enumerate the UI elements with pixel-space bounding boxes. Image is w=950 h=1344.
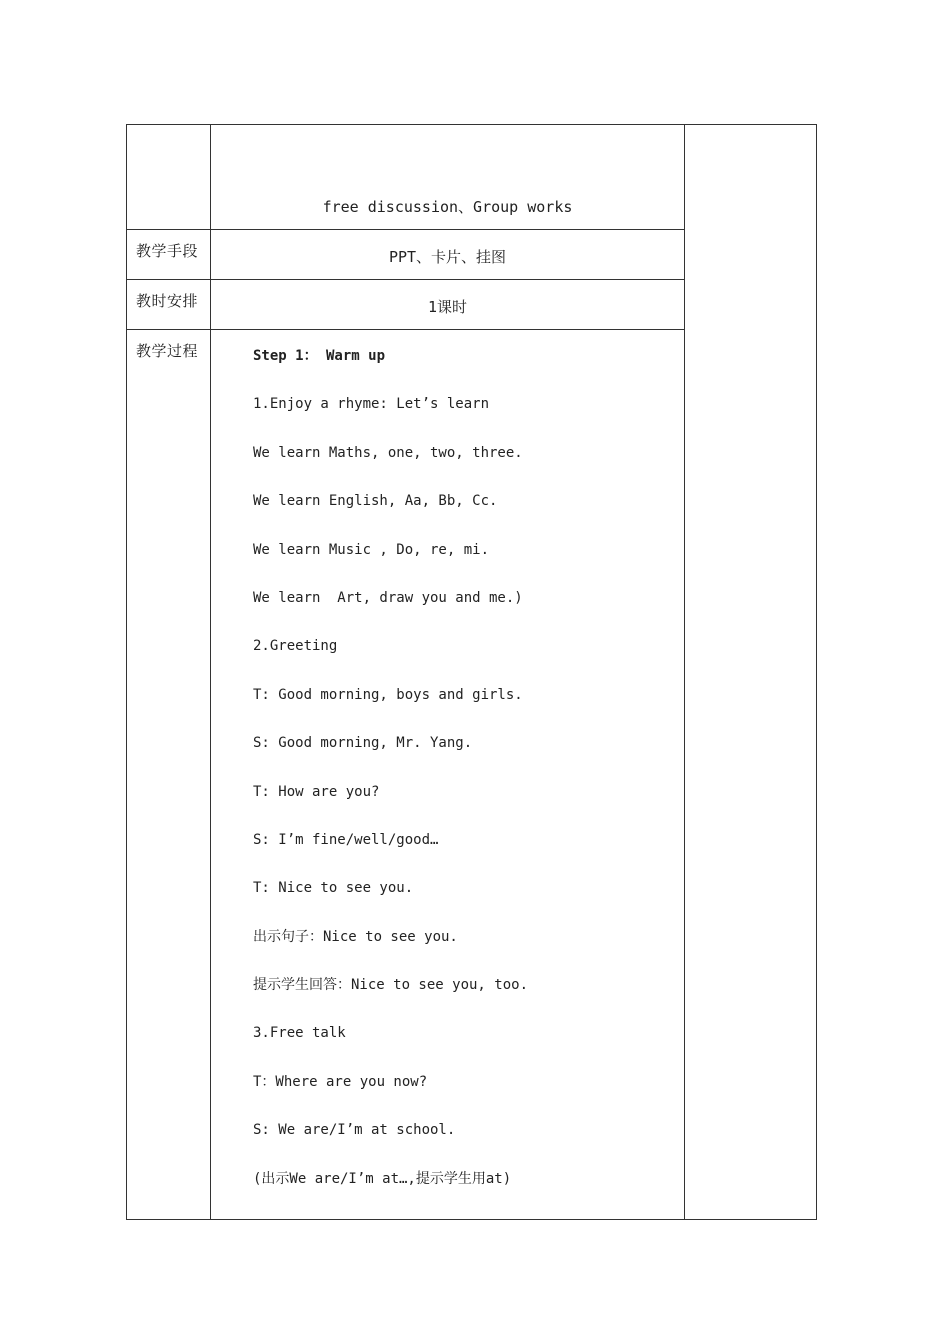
notes-column	[685, 125, 817, 1220]
process-line: S: We are/I’m at school.	[253, 1122, 456, 1139]
process-line: We learn Art, draw you and me.)	[253, 589, 523, 606]
process-line: S: Good morning, Mr. Yang.	[253, 735, 473, 752]
process-line: 出示句子：Nice to see you.	[253, 928, 458, 945]
process-line: T: Nice to see you.	[253, 880, 414, 897]
process-line: T：Where are you now?	[253, 1073, 428, 1090]
process-line: We learn Maths, one, two, three.	[253, 444, 523, 461]
teaching-means-value: PPT、卡片、挂图	[211, 230, 685, 280]
process-line: 提示学生回答：Nice to see you, too.	[253, 977, 529, 994]
process-line: 2.Greeting	[253, 638, 338, 655]
process-line: We learn English, Aa, Bb, Cc.	[253, 493, 498, 510]
teaching-methods-label	[127, 125, 211, 230]
teaching-methods-value: free discussion、Group works	[211, 125, 685, 230]
step-title: Step 1： Warm up	[253, 348, 386, 364]
lesson-plan-table	[126, 124, 817, 1220]
teaching-process-content	[211, 330, 685, 1220]
process-line: S: I’m fine/well/good…	[253, 831, 439, 848]
teaching-hours-value: 1课时	[211, 280, 685, 330]
process-line: We learn Music , Do, re, mi.	[253, 541, 490, 558]
teaching-process-label: 教学过程	[127, 330, 211, 1220]
teaching-hours-label: 教时安排	[127, 280, 211, 330]
process-line: T: How are you?	[253, 783, 380, 800]
process-line: 1.Enjoy a rhyme: Let’s learn	[253, 396, 490, 413]
teaching-means-label: 教学手段	[127, 230, 211, 280]
teaching-methods-row	[127, 125, 817, 230]
process-line: T: Good morning, boys and girls.	[253, 686, 523, 703]
process-line: 3.Free talk	[253, 1025, 346, 1042]
process-line: (出示We are/I’m at…,提示学生用at)	[253, 1170, 512, 1187]
process-lines	[253, 396, 684, 1219]
